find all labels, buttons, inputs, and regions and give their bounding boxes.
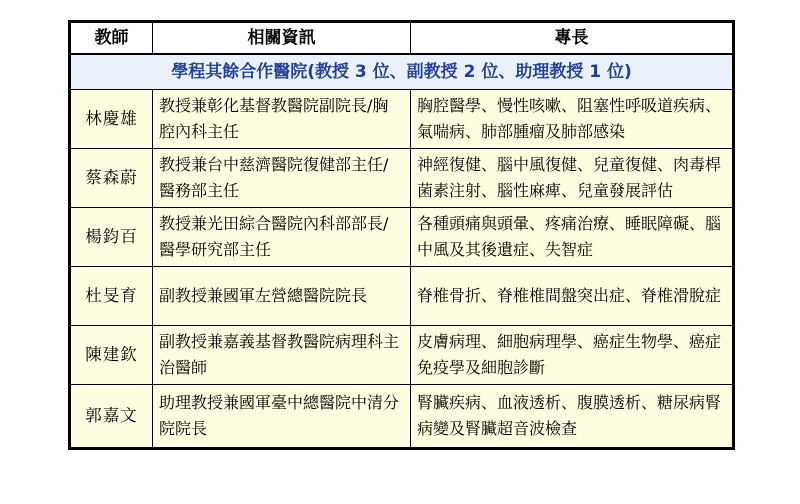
teacher-name: 陳建欽 (71, 326, 153, 385)
table-row (71, 385, 733, 448)
teacher-info: 副教授兼嘉義基督教醫院病理科主治醫師 (153, 326, 411, 385)
faculty-table (70, 22, 733, 448)
teacher-info: 助理教授兼國軍臺中總醫院中清分院院長 (153, 385, 411, 448)
header-row (71, 23, 733, 55)
teacher-specialty: 脊椎骨折、脊椎椎間盤突出症、脊椎滑脫症 (411, 267, 733, 326)
table-row (71, 267, 733, 326)
table-row (71, 208, 733, 267)
teacher-specialty: 皮膚病理、細胞病理學、癌症生物學、癌症免疫學及細胞診斷 (411, 326, 733, 385)
faculty-table-container (68, 20, 735, 450)
teacher-name: 蔡森蔚 (71, 149, 153, 208)
section-row (71, 54, 733, 90)
header-info: 相關資訊 (153, 23, 411, 55)
teacher-name: 林慶雄 (71, 90, 153, 149)
table-header (71, 23, 733, 55)
header-teacher: 教師 (71, 23, 153, 55)
teacher-specialty: 腎臟疾病、血液透析、腹膜透析、糖尿病腎病變及腎臟超音波檢查 (411, 385, 733, 448)
table-row (71, 90, 733, 149)
teacher-info: 副教授兼國軍左營總醫院院長 (153, 267, 411, 326)
teacher-info: 教授兼光田綜合醫院內科部部長/醫學研究部主任 (153, 208, 411, 267)
teacher-specialty: 各種頭痛與頭暈、疼痛治療、睡眠障礙、腦中風及其後遺症、失智症 (411, 208, 733, 267)
teacher-name: 郭嘉文 (71, 385, 153, 448)
header-specialty: 專長 (411, 23, 733, 55)
table-row (71, 326, 733, 385)
teacher-specialty: 神經復健、腦中風復健、兒童復健、肉毒桿菌素注射、腦性麻痺、兒童發展評估 (411, 149, 733, 208)
section-title: 學程其餘合作醫院(教授 3 位、副教授 2 位、助理教授 1 位) (71, 54, 733, 90)
teacher-name: 楊鈞百 (71, 208, 153, 267)
teacher-specialty: 胸腔醫學、慢性咳嗽、阻塞性呼吸道疾病、氣喘病、肺部腫瘤及肺部感染 (411, 90, 733, 149)
teacher-name: 杜旻育 (71, 267, 153, 326)
teacher-info: 教授兼台中慈濟醫院復健部主任/醫務部主任 (153, 149, 411, 208)
table-body (71, 54, 733, 448)
table-row (71, 149, 733, 208)
teacher-info: 教授兼彰化基督教醫院副院長/胸腔內科主任 (153, 90, 411, 149)
